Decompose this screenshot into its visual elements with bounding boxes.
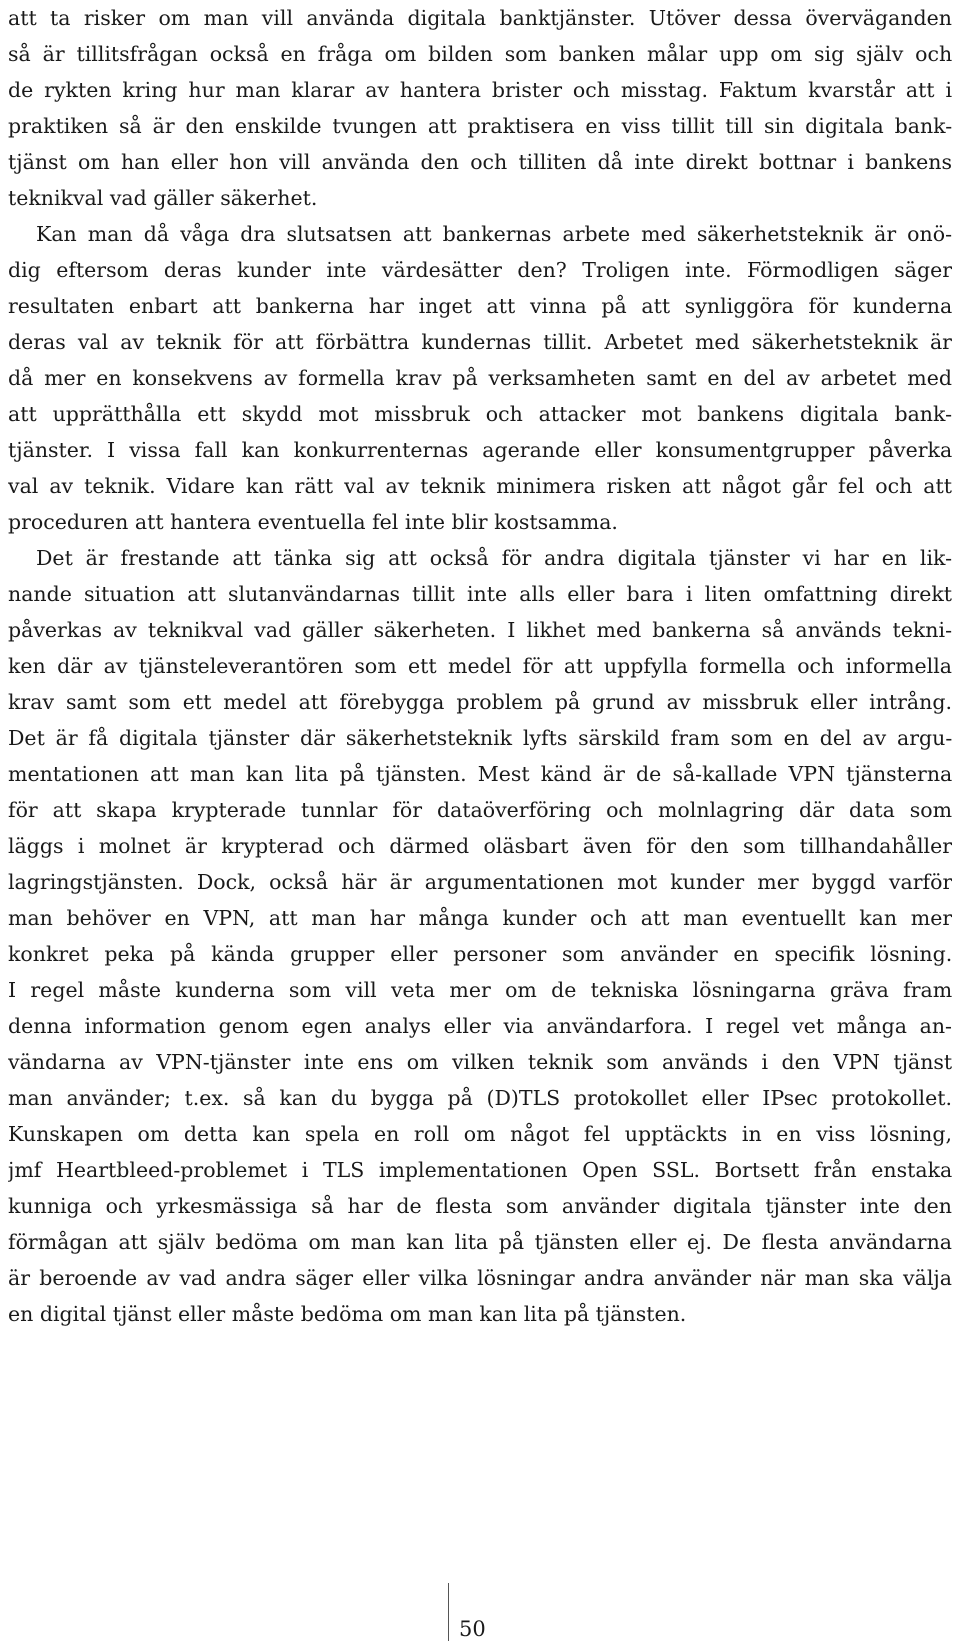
text-line: tjänst om han eller hon vill använda den och tilliten då inte direkt bottnar i bankens [8,150,952,174]
text-line: förmågan att själv bedöma om man kan lita på tjänsten eller ej. De flesta användarna [8,1230,952,1254]
text-line: att upprätthålla ett skydd mot missbruk och attacker mot bankens digitala bank- [8,402,952,426]
text-line: lagringstjänsten. Dock, också här är argumentationen mot kunder mer byggd varför [8,870,952,894]
text-line: mentationen att man kan lita på tjänsten. Mest känd är de så-kallade VPN tjänsterna [8,762,952,786]
text-line: praktiken så är den enskilde tvungen att praktisera en viss tillit till sin digitala bank- [8,114,952,138]
text-line: teknikval vad gäller säkerhet. [8,186,318,210]
text-line: konkret peka på kända grupper eller personer som använder en specifik lösning. [8,942,952,966]
text-line: att ta risker om man vill använda digitala banktjänster. Utöver dessa överväganden [8,6,952,30]
text-line: dig eftersom deras kunder inte värdesätter den? Troligen inte. Förmodligen säger [8,258,952,282]
document-page [8,0,952,1641]
text-line: proceduren att hantera eventuella fel inte blir kostsamma. [8,510,618,534]
text-line: krav samt som ett medel att förebygga problem på grund av missbruk eller intrång. [8,690,952,714]
text-line: kunniga och yrkesmässiga så har de flesta som använder digitala tjänster inte den [8,1194,952,1218]
page-number: 50 [459,1617,486,1641]
text-line: I regel måste kunderna som vill veta mer om de tekniska lösningarna gräva fram [8,978,952,1002]
text-line: man använder; t.ex. så kan du bygga på (D)TLS protokollet eller IPsec protokollet. [8,1086,952,1110]
text-line: vändarna av VPN-tjänster inte ens om vilken teknik som används i den VPN tjänst [8,1050,952,1074]
text-line: man behöver en VPN, att man har många kunder och att man eventuellt kan mer [8,906,952,930]
text-line: ken där av tjänsteleverantören som ett medel för att uppfylla formella och informella [8,654,952,678]
text-line: är beroende av vad andra säger eller vilka lösningar andra använder när man ska välja [8,1266,952,1290]
text-line: då mer en konsekvens av formella krav på verksamheten samt en del av arbetet med [8,366,952,390]
text-line: så är tillitsfrågan också en fråga om bilden som banken målar upp om sig själv och [8,42,952,66]
text-line: för att skapa krypterade tunnlar för dataöverföring och molnlagring där data som [8,798,952,822]
text-line: Det är frestande att tänka sig att också för andra digitala tjänster vi har en lik- [36,546,952,570]
text-line: denna information genom egen analys eller via användarfora. I regel vet många an- [8,1014,952,1038]
text-line: Kan man då våga dra slutsatsen att bankernas arbete med säkerhetsteknik är onö- [36,222,952,246]
paragraph [8,0,952,216]
text-line: Det är få digitala tjänster där säkerhetsteknik lyfts särskild fram som en del av argu- [8,726,952,750]
text-line: Kunskapen om detta kan spela en roll om något fel upptäckts in en viss lösning, [8,1122,952,1146]
paragraph [8,216,952,540]
body-text [8,0,952,1332]
text-line: deras val av teknik för att förbättra kundernas tillit. Arbetet med säkerhetsteknik är [8,330,952,354]
text-line: läggs i molnet är krypterad och därmed oläsbart även för den som tillhandahåller [8,834,952,858]
text-line: resultaten enbart att bankerna har inget att vinna på att synliggöra för kunderna [8,294,952,318]
text-line: tjänster. I vissa fall kan konkurrenternas agerande eller konsumentgrupper påverka [8,438,952,462]
footer-rule [448,1583,449,1641]
paragraph [8,540,952,1332]
text-line: de rykten kring hur man klarar av hantera brister och misstag. Faktum kvarstår att i [8,78,952,102]
page-footer [448,1581,486,1641]
text-line: val av teknik. Vidare kan rätt val av teknik minimera risken att något går fel och att [8,474,952,498]
text-line: en digital tjänst eller måste bedöma om man kan lita på tjänsten. [8,1302,687,1326]
text-line: jmf Heartbleed-problemet i TLS implementationen Open SSL. Bortsett från enstaka [8,1158,952,1182]
text-line: nande situation att slutanvändarnas tillit inte alls eller bara i liten omfattning direkt [8,582,952,606]
text-line: påverkas av teknikval vad gäller säkerheten. I likhet med bankerna så används tekni- [8,618,952,642]
